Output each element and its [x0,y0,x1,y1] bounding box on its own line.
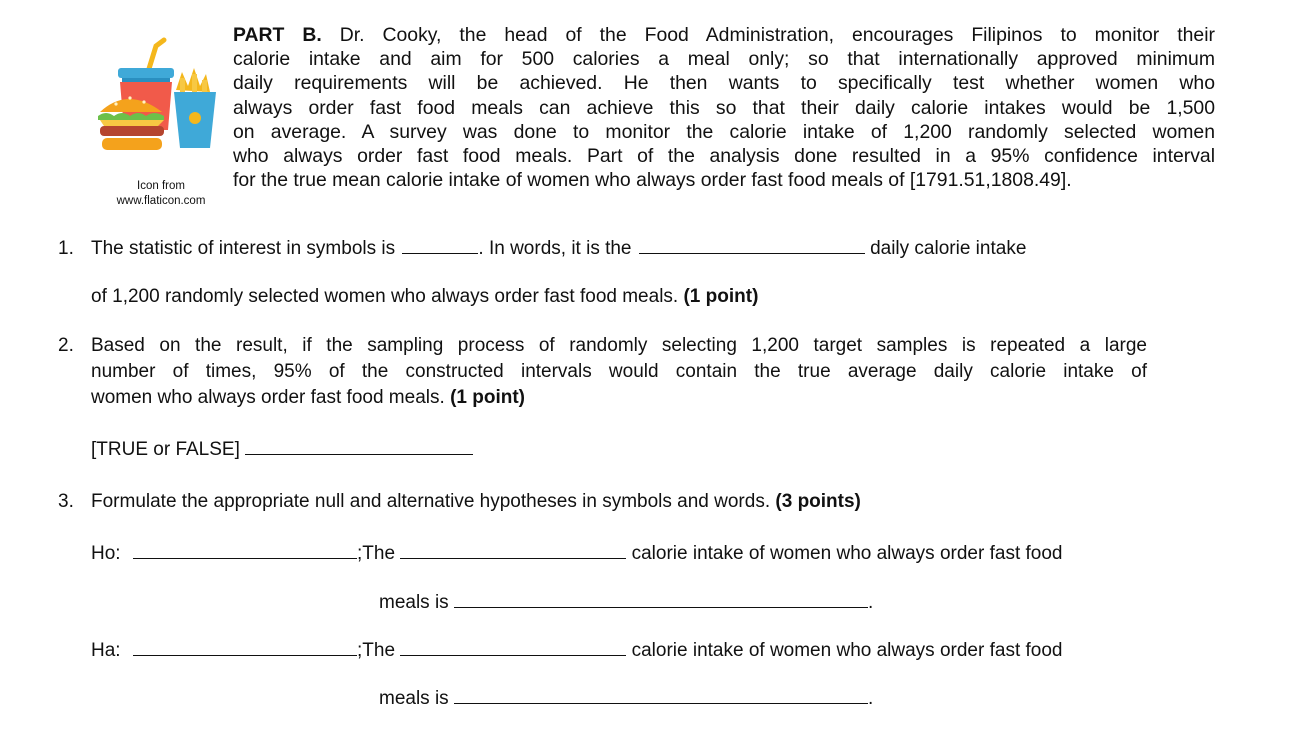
part-b-line-5: on average. A survey was done to monitor the calorie intake of 1,200 randomly selected women [233,120,1215,143]
ho-meals-is: meals is [379,592,449,613]
q3-line [91,490,861,514]
q2-line-2: number of times, 95% of the constructed intervals would contain the true average daily calorie intake of [91,361,1147,382]
q1-text-a: The statistic of interest in symbols is [91,238,396,259]
ha-period: . [867,688,874,709]
q2-paragraph [91,333,1147,411]
ho-line [133,542,1062,566]
ho-calorie-text: calorie intake of women who always order fast food [631,543,1063,564]
q3-text: Formulate the appropriate null and alternative hypotheses in symbols and words. [91,491,771,512]
ha-line [133,639,1062,663]
ha-symbol-blank[interactable] [133,639,357,656]
ha-words-blank[interactable] [400,639,626,656]
ha-value-blank[interactable] [454,687,868,704]
q2-line-1: Based on the result, if the sampling process of randomly selecting 1,200 target samples is repeated a large [91,335,1147,356]
ha-meals-line [379,687,873,711]
fast-food-illustration [96,34,224,160]
part-b-line-4: always order fast food meals can achieve this so that their daily calorie intakes would be 1,500 [233,96,1215,119]
q1-points: (1 point) [683,286,759,307]
part-b-line-2: calorie intake and aim for 500 calories a meal only; so that internationally approved minimum [233,48,1215,71]
ho-label: Ho: [91,543,121,564]
part-b-line-6: who always order fast food meals. Part of the analysis done resulted in a 95% confidence interval [233,145,1215,168]
q1-line-2 [91,285,758,309]
q1-line2-text: of 1,200 randomly selected women who always order fast food meals. [91,286,679,307]
ho-period: . [867,592,874,613]
q1-words-blank[interactable] [639,237,865,254]
ho-the: ;The [357,543,396,564]
q1-text-c: daily calorie intake [870,238,1027,259]
q2-number: 2. [58,335,74,356]
icon-credit-line1: Icon from [137,180,185,192]
ha-calorie-text: calorie intake of women who always order fast food [631,640,1063,661]
part-b-paragraph [233,23,1215,192]
q3-number: 3. [58,491,74,512]
fast-food-icon [96,34,224,160]
q1-text-b: . In words, it is the [478,238,632,259]
q1-line-1 [91,237,1026,261]
q3-points: (3 points) [775,491,861,512]
q2-answer-blank[interactable] [245,438,473,455]
part-b-heading: PART B. [233,24,322,46]
q2-answer-label: [TRUE or FALSE] [91,439,240,460]
ha-meals-is: meals is [379,688,449,709]
ho-words-blank[interactable] [400,542,626,559]
q1-number: 1. [58,238,74,259]
q2-line-3: women who always order fast food meals. (1 point) [91,387,525,408]
q2-points: (1 point) [450,387,525,408]
ho-symbol-blank[interactable] [133,542,357,559]
part-b-line-3: daily requirements will be achieved. He then wants to specifically test whether women who [233,72,1215,95]
ho-meals-line [379,591,873,615]
part-b-line-7: for the true mean calorie intake of women who always order fast food meals of [1791.51,1808.49]. [233,169,1072,192]
ha-the: ;The [357,640,396,661]
icon-credit-line2: www.flaticon.com [116,195,206,207]
part-b-line-1: PART B. Dr. Cooky, the head of the Food Administration, encourages Filipinos to monitor their [233,24,1215,46]
q2-answer [91,438,473,462]
q1-symbol-blank[interactable] [402,237,478,254]
ha-label: Ha: [91,640,121,661]
ho-value-blank[interactable] [454,591,868,608]
icon-credit [100,179,222,209]
